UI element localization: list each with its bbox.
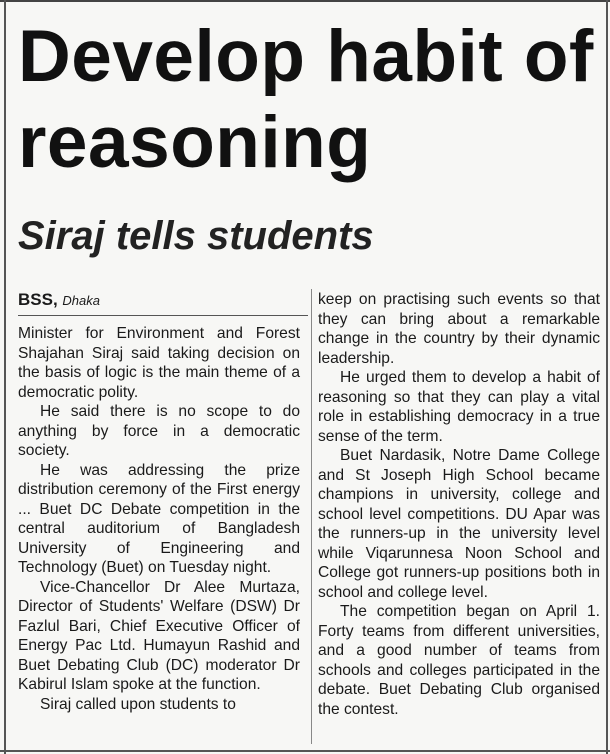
paragraph: Minister for Environment and Forest Shajahan Siraj said taking decision on the basis of logic is the main theme of a democratic polity. <box>18 325 300 401</box>
column-divider <box>311 289 312 744</box>
subheadline: Siraj tells students <box>18 214 374 258</box>
byline-city: Dhaka <box>62 293 100 308</box>
bottom-border-rule <box>0 750 610 752</box>
top-border-rule <box>0 0 610 2</box>
paragraph: The competition began on April 1. Forty teams from different universities, and a good number of teams from schools and colleges participated in the debate. Buet Debating Club organised the contest. <box>318 603 600 718</box>
headline-line-1: Develop habit of <box>18 16 594 97</box>
left-border-rule <box>4 0 6 754</box>
paragraph: He was addressing the prize distribution ceremony of the First energy ... Buet DC Debate competition in the central auditorium of Bangladesh University of Engineering and Technology (Buet) on Tuesday night. <box>18 461 300 576</box>
paragraph: He said there is no scope to do anything by force in a democratic society. <box>18 403 300 459</box>
paragraph: Buet Nardasik, Notre Dame College and St Joseph High School became champions in university, college and school level competitions. DU Apar was the runners-up in the university level while Viqarunnesa Noon School and College got runners-up positions both in school and college level. <box>318 447 600 601</box>
headline <box>18 14 608 186</box>
headline-line-2: reasoning <box>18 102 372 183</box>
byline-agency: BSS, <box>18 290 58 309</box>
paragraph: Vice-Chancellor Dr Alee Murtaza, Director of Students' Welfare (DSW) Dr Fazlul Bari, Chief Executive Officer of Energy Pac Ltd. Humayun Rashid and Buet Debating Club (DC) moderator Dr Kabirul Islam spoke at the function. <box>18 578 300 693</box>
paragraph: keep on practising such events so that they can bring about a remarkable change in the country by their dynamic leadership. <box>318 291 600 367</box>
paragraph: He urged them to develop a habit of reasoning so that they can play a vital role in establishing democracy in a true sense of the term. <box>318 369 600 445</box>
article-column-left <box>18 324 300 714</box>
article-column-right <box>318 290 600 719</box>
paragraph: Siraj called upon students to <box>40 695 236 713</box>
byline <box>18 289 298 312</box>
byline-divider <box>18 315 308 316</box>
